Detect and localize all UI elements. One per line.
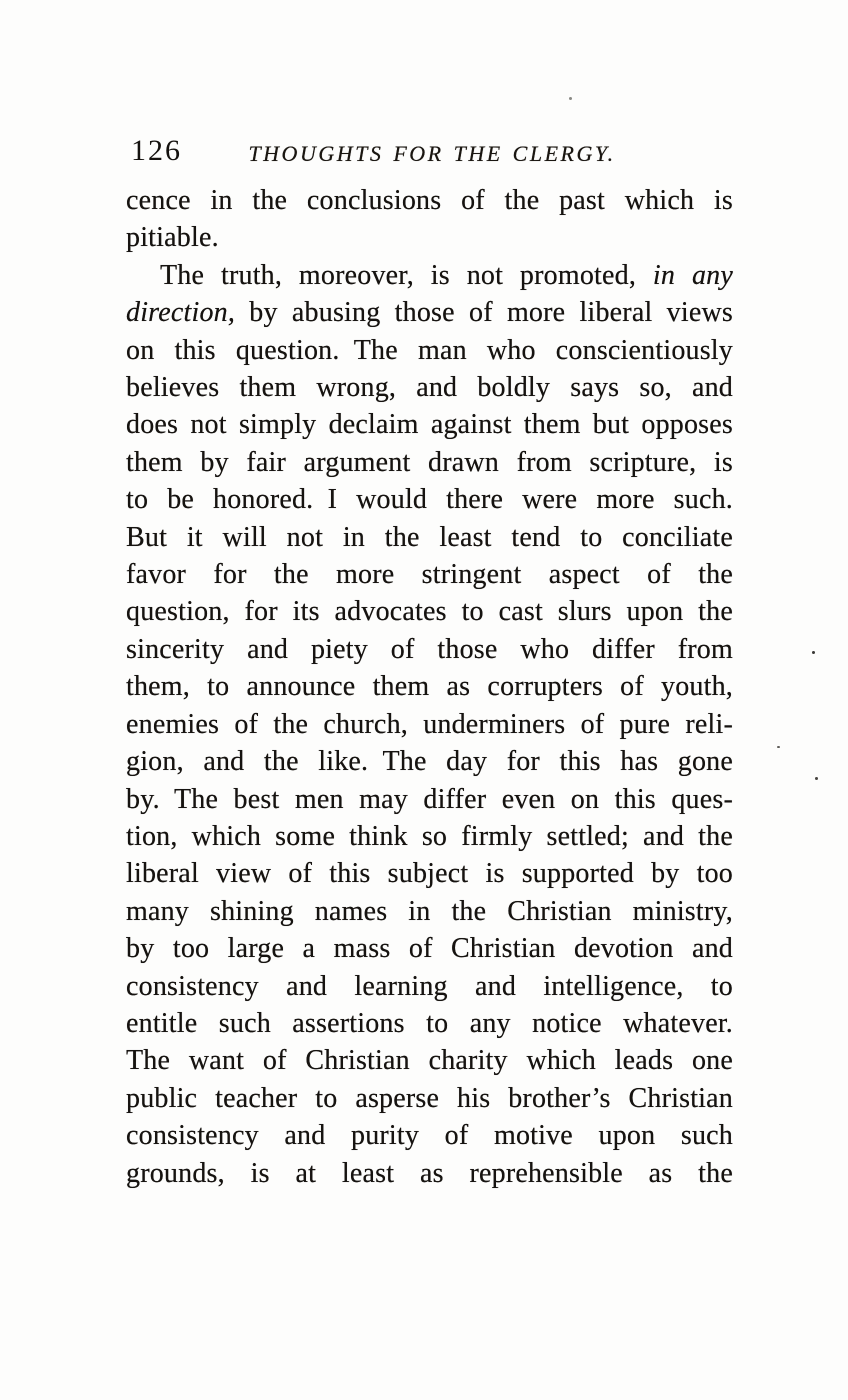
text-line: [126, 182, 733, 219]
text-line: [126, 294, 733, 331]
text-line: [126, 1155, 733, 1192]
text-segment: grounds, is at least as reprehensible as the: [126, 1157, 733, 1189]
text-segment: public teacher to asperse his brother’s Christian: [126, 1082, 733, 1114]
text-segment: The truth, moreover, is not promoted,: [160, 259, 653, 291]
text-line: [126, 1042, 733, 1079]
text-line: [126, 481, 733, 518]
text-segment: question, for its advocates to cast slurs upon the: [126, 596, 733, 628]
text-line: [126, 444, 733, 481]
text-line: [126, 556, 733, 593]
text-line: [126, 743, 733, 780]
text-line: [126, 631, 733, 668]
text-segment: tion, which some think so firmly settled; and the: [126, 820, 733, 852]
text-segment: gion, and the like. The day for this has gone: [126, 746, 733, 778]
text-segment: liberal view of this subject is supported by too: [126, 858, 733, 890]
text-segment: believes them wrong, and boldly says so, and: [126, 372, 733, 404]
text-line: [126, 219, 733, 256]
text-segment: cence in the conclusions of the past which is: [126, 185, 733, 216]
text-line: [126, 818, 733, 855]
text-segment: them, to announce them as corrupters of youth,: [126, 671, 733, 703]
text-segment: But it will not in the least tend to conciliate: [126, 521, 733, 553]
text-segment: by. The best men may differ even on this ques-: [126, 783, 733, 815]
scan-speck: [812, 651, 815, 654]
italic-text-segment: direction,: [126, 297, 236, 329]
text-segment: by abusing those of more liberal views: [235, 297, 733, 329]
text-line: [126, 930, 733, 967]
text-line: [126, 332, 733, 369]
scan-speck: [777, 746, 780, 748]
text-line: [126, 369, 733, 406]
text-line: [126, 893, 733, 930]
page-number: 126: [131, 134, 182, 167]
text-line: [126, 855, 733, 892]
text-segment: does not simply declaim against them but opposes: [126, 409, 733, 441]
text-segment: enemies of the church, underminers of pure reli-: [126, 708, 733, 740]
text-line: [126, 1117, 733, 1154]
text-segment: The want of Christian charity which leads one: [126, 1045, 733, 1077]
text-segment: consistency and purity of motive upon such: [126, 1120, 733, 1152]
text-segment: to be honored. I would there were more such.: [126, 484, 733, 516]
text-segment: favor for the more stringent aspect of the: [126, 559, 733, 591]
text-segment: on this question. The man who conscientiously: [126, 334, 733, 366]
text-line: [126, 593, 733, 630]
page-body-text: [126, 182, 733, 1192]
text-line: [126, 1005, 733, 1042]
text-segment: consistency and learning and intelligence, to: [126, 970, 733, 1002]
text-line: [126, 706, 733, 743]
running-head: THOUGHTS FOR THE CLERGY.: [248, 141, 616, 166]
text-line: [126, 968, 733, 1005]
italic-text-segment: in any: [652, 259, 733, 291]
text-line: [126, 257, 733, 294]
text-segment: pitiable.: [126, 222, 219, 254]
text-segment: entitle such assertions to any notice whatever.: [126, 1007, 733, 1039]
text-line: [126, 781, 733, 818]
text-line: [126, 1080, 733, 1117]
text-line: [126, 406, 733, 443]
text-segment: sincerity and piety of those who differ from: [126, 633, 733, 665]
text-line: [126, 668, 733, 705]
text-segment: many shining names in the Christian ministry,: [126, 895, 733, 927]
text-segment: by too large a mass of Christian devotion and: [126, 933, 733, 965]
text-line: [126, 519, 733, 556]
scan-speck: [815, 777, 818, 780]
text-segment: them by fair argument drawn from scripture, is: [126, 446, 733, 478]
scan-speck: [569, 97, 572, 100]
